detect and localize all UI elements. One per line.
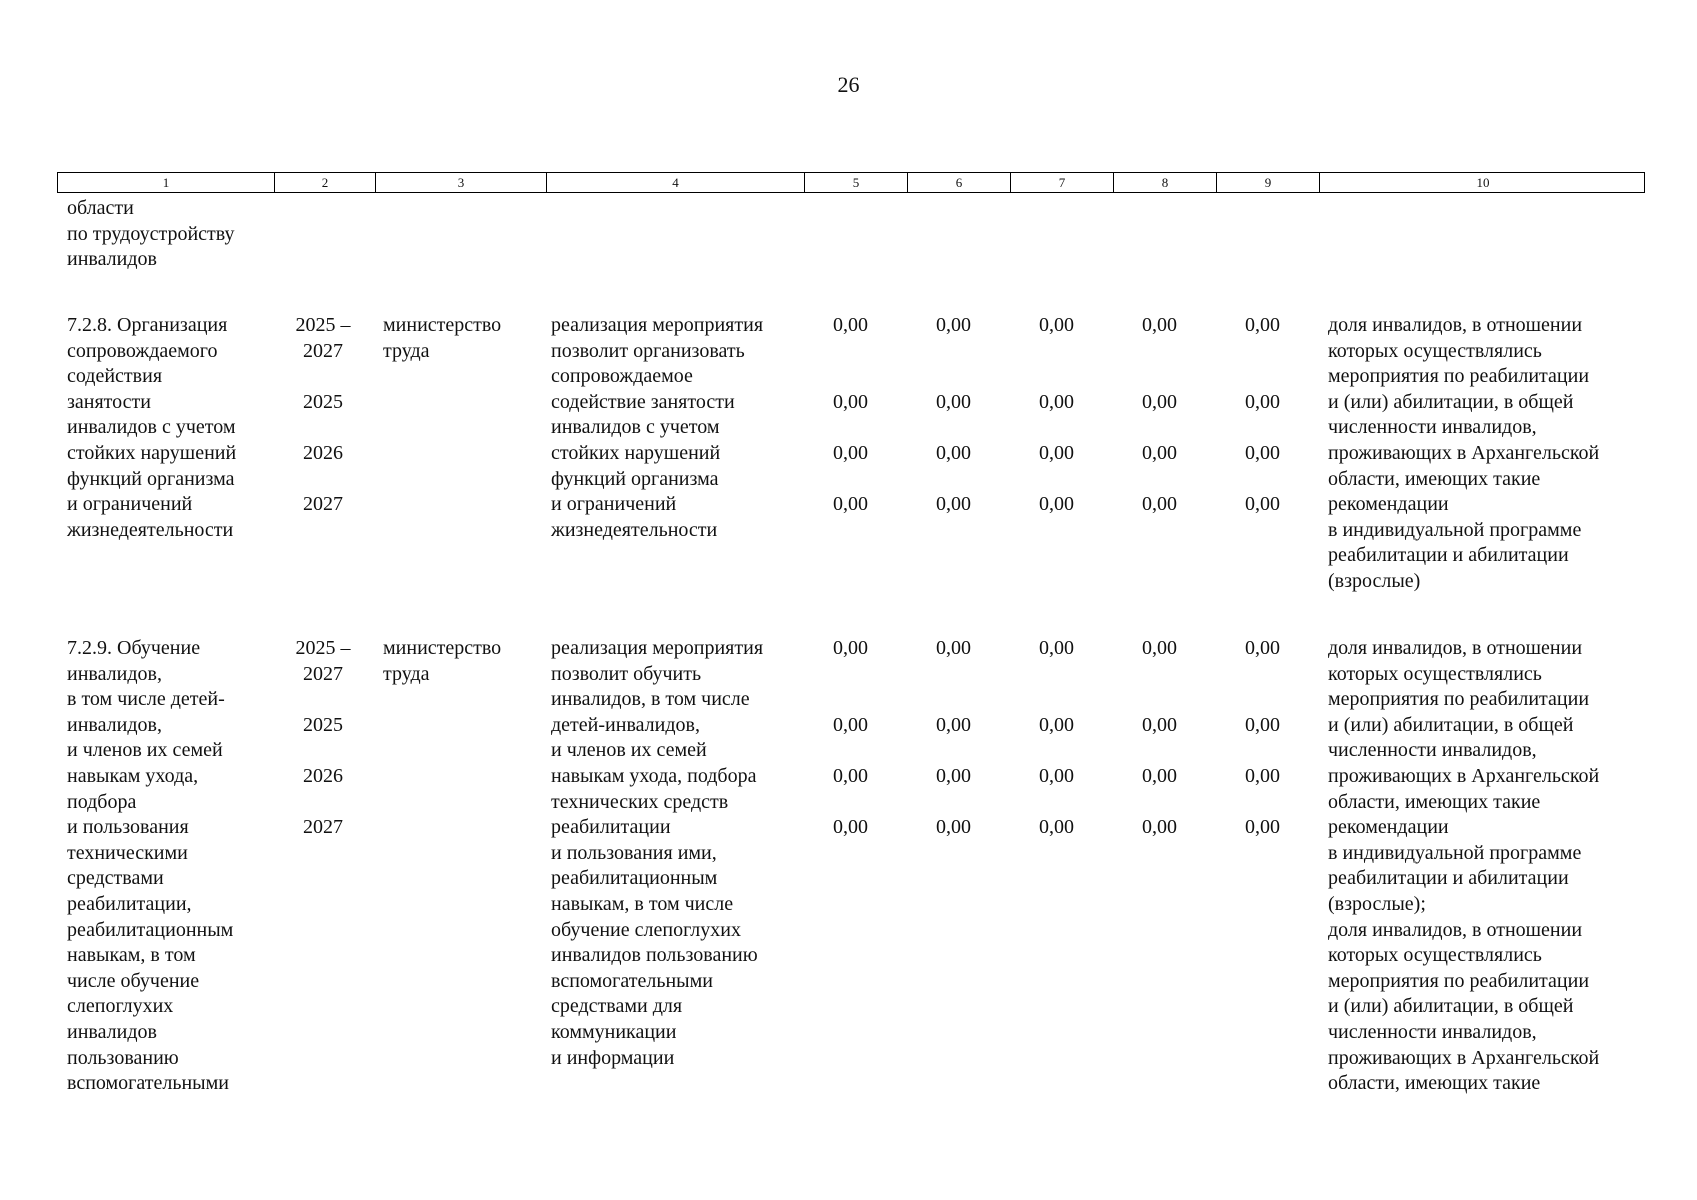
years-7-2-9: 2025 – 2027 2025 2026 2027 — [295, 637, 351, 839]
column-header-6: 6 — [907, 173, 1010, 192]
column-header-2: 2 — [274, 173, 375, 192]
funding-col8-7-2-8: 0,00 0,00 0,00 0,00 — [1142, 314, 1177, 516]
page-number: 26 — [837, 72, 860, 97]
result-7-2-9: реализация мероприятия позволит обучить инвалидов, в том числе детей-инвалидов, и членов их семей навыкам ухода, подбора технических средств реабилитации и пользования ими, реабилитационным навыкам, в том числе обучение слепоглухих инвалидов пользованию вспомогательными средствами для коммуникации и информации — [551, 637, 764, 1069]
indicator-7-2-8: доля инвалидов, в отношении которых осуществлялись мероприятия по реабилитации и (или) абилитации, в общей численности инвалидов, проживающих в Архангельской области, имеющих такие рекомендации в индивидуальной программе реабилитации и абилитации (взрослые) — [1328, 314, 1600, 592]
column-header-3: 3 — [375, 173, 546, 192]
column-header-1: 1 — [162, 175, 170, 190]
executor-7-2-9: министерство труда — [383, 637, 502, 685]
indicator-7-2-9: доля инвалидов, в отношении которых осуществлялись мероприятия по реабилитации и (или) абилитации, в общей численности инвалидов, проживающих в Архангельской области, имеющих такие рекомендации в индивидуальной программе реабилитации и абилитации (взрослые); доля инвалидов, в отношении которых осуществлялись мероприятия по реабилитации и (или) абилитации, в общей численности инвалидов, проживающих в Архангельской области, имеющих такие — [1328, 637, 1600, 1095]
continued-measure-name: области по трудоустройству инвалидов — [67, 197, 235, 271]
column-header-5: 5 — [804, 173, 907, 192]
funding-col6-7-2-9: 0,00 0,00 0,00 0,00 — [936, 637, 971, 839]
column-header-10: 10 — [1319, 173, 1646, 192]
funding-col9-7-2-9: 0,00 0,00 0,00 0,00 — [1245, 637, 1280, 839]
column-header-9: 9 — [1216, 173, 1319, 192]
column-header-4: 4 — [546, 173, 804, 192]
column-header-8: 8 — [1113, 173, 1216, 192]
column-header-7: 7 — [1010, 173, 1113, 192]
result-7-2-8: реализация мероприятия позволит организовать сопровождаемое содействие занятости инвалидов с учетом стойких нарушений функций организма и ограничений жизнедеятельности — [551, 314, 764, 541]
funding-col5-7-2-8: 0,00 0,00 0,00 0,00 — [833, 314, 868, 516]
funding-col9-7-2-8: 0,00 0,00 0,00 0,00 — [1245, 314, 1280, 516]
funding-col5-7-2-9: 0,00 0,00 0,00 0,00 — [833, 637, 868, 839]
years-7-2-8: 2025 – 2027 2025 2026 2027 — [295, 314, 351, 516]
measure-name-7-2-8: 7.2.8. Организация сопровождаемого содействия занятости инвалидов с учетом стойких нарушений функций организма и ограничений жизнедеятельности — [67, 314, 237, 541]
funding-col7-7-2-8: 0,00 0,00 0,00 0,00 — [1039, 314, 1074, 516]
funding-col6-7-2-8: 0,00 0,00 0,00 0,00 — [936, 314, 971, 516]
funding-col8-7-2-9: 0,00 0,00 0,00 0,00 — [1142, 637, 1177, 839]
funding-col7-7-2-9: 0,00 0,00 0,00 0,00 — [1039, 637, 1074, 839]
executor-7-2-8: министерство труда — [383, 314, 502, 362]
table-header-row — [57, 172, 1645, 193]
measure-name-7-2-9: 7.2.9. Обучение инвалидов, в том числе детей- инвалидов, и членов их семей навыкам ухода, подбора и пользования техническими средствами реабилитации, реабилитационным навыкам, в том числе обучение слепоглухих инвалидов пользованию вспомогательными — [67, 637, 234, 1095]
